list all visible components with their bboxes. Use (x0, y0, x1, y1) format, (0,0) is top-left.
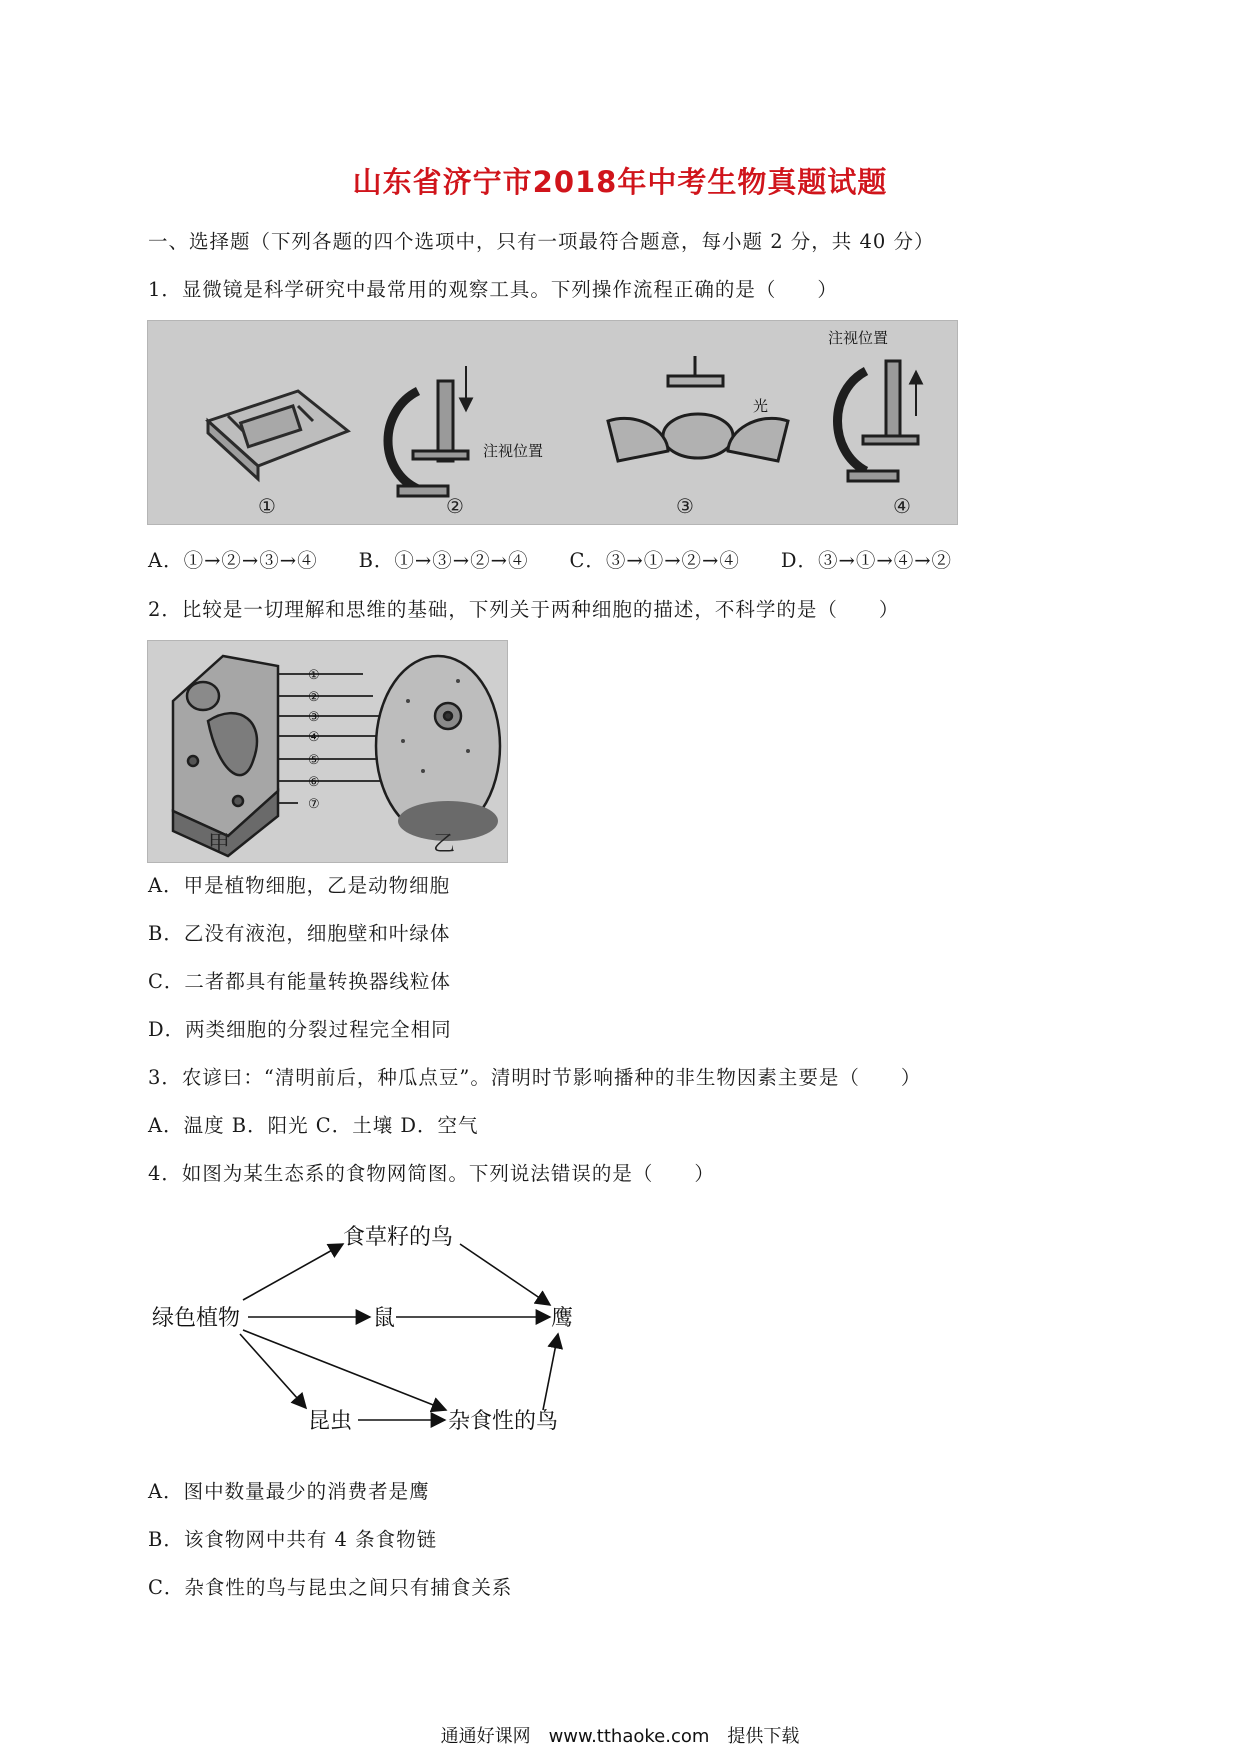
q2-cell-figure (147, 640, 508, 863)
step-label-4: ④ (893, 494, 911, 518)
step-label-2: ② (446, 494, 464, 518)
edge-seedbird-hawk (460, 1244, 550, 1305)
q1-stem: 1．显微镜是科学研究中最常用的观察工具。下列操作流程正确的是（ ） (148, 278, 838, 301)
cell-part-4: ④ (308, 730, 320, 745)
gaze-label-4: 注视位置 (828, 329, 889, 347)
food-web-diagram (148, 1212, 588, 1442)
node-insect: 昆虫 (308, 1409, 353, 1434)
plant-cell-illustration (173, 656, 278, 856)
cell-part-1: ① (308, 668, 320, 683)
cell-part-3: ③ (308, 710, 320, 725)
q3-stem: 3．农谚曰：“清明前后，种瓜点豆”。清明时节影响播种的非生物因素主要是（ ） (148, 1066, 922, 1089)
edge-omnibird-hawk (543, 1334, 558, 1410)
cell-label-jia: 甲 (208, 832, 231, 857)
edge-plant-omnibird (243, 1330, 446, 1410)
page-title: 山东省济宁市2018年中考生物真题试题 (352, 165, 888, 199)
q2-option-c: C．二者都具有能量转换器线粒体 (148, 970, 451, 993)
q2-option-a: A．甲是植物细胞，乙是动物细胞 (148, 874, 451, 897)
cell-label-yi: 乙 (433, 832, 456, 857)
edge-plant-insect (240, 1334, 306, 1408)
q4-option-a: A．图中数量最少的消费者是鹰 (148, 1480, 430, 1503)
step-label-1: ① (258, 494, 276, 518)
q2-stem: 2．比较是一切理解和思维的基础，下列关于两种细胞的描述，不科学的是（ ） (148, 598, 900, 621)
q4-stem: 4．如图为某生态系的食物网简图。下列说法错误的是（ ） (148, 1162, 715, 1185)
footer-source: 通通好课网 www.tthaoke.com 提供下载 (440, 1726, 800, 1747)
node-green-plant: 绿色植物 (152, 1306, 241, 1331)
light-label: 光 (753, 397, 769, 415)
q4-option-b: B．该食物网中共有 4 条食物链 (148, 1528, 438, 1551)
q2-option-b: B．乙没有液泡，细胞壁和叶绿体 (148, 922, 451, 945)
section-heading: 一、选择题（下列各题的四个选项中，只有一项最符合题意，每小题 2 分，共 40 分） (148, 230, 935, 253)
cell-part-5: ⑤ (308, 753, 320, 768)
node-mouse: 鼠 (373, 1306, 396, 1331)
node-omnivorous-bird: 杂食性的鸟 (448, 1409, 559, 1434)
cell-part-6: ⑥ (308, 775, 320, 790)
edge-plant-seedbird (243, 1244, 343, 1300)
node-seed-eating-bird: 食草籽的鸟 (343, 1225, 454, 1250)
cell-part-7: ⑦ (308, 797, 320, 812)
q4-option-c: C．杂食性的鸟与昆虫之间只有捕食关系 (148, 1576, 513, 1599)
q3-options: A．温度 B．阳光 C．土壤 D．空气 (148, 1114, 479, 1137)
q1-microscope-figure (147, 320, 958, 525)
q1-options: A．①→②→③→④ B．①→③→②→④ C．③→①→②→④ D．③→①→④→② (148, 549, 953, 572)
cell-part-2: ② (308, 690, 320, 705)
node-hawk: 鹰 (551, 1306, 574, 1331)
gaze-label-2: 注视位置 (483, 442, 544, 460)
q2-option-d: D．两类细胞的分裂过程完全相同 (148, 1018, 452, 1041)
step-label-3: ③ (676, 494, 694, 518)
